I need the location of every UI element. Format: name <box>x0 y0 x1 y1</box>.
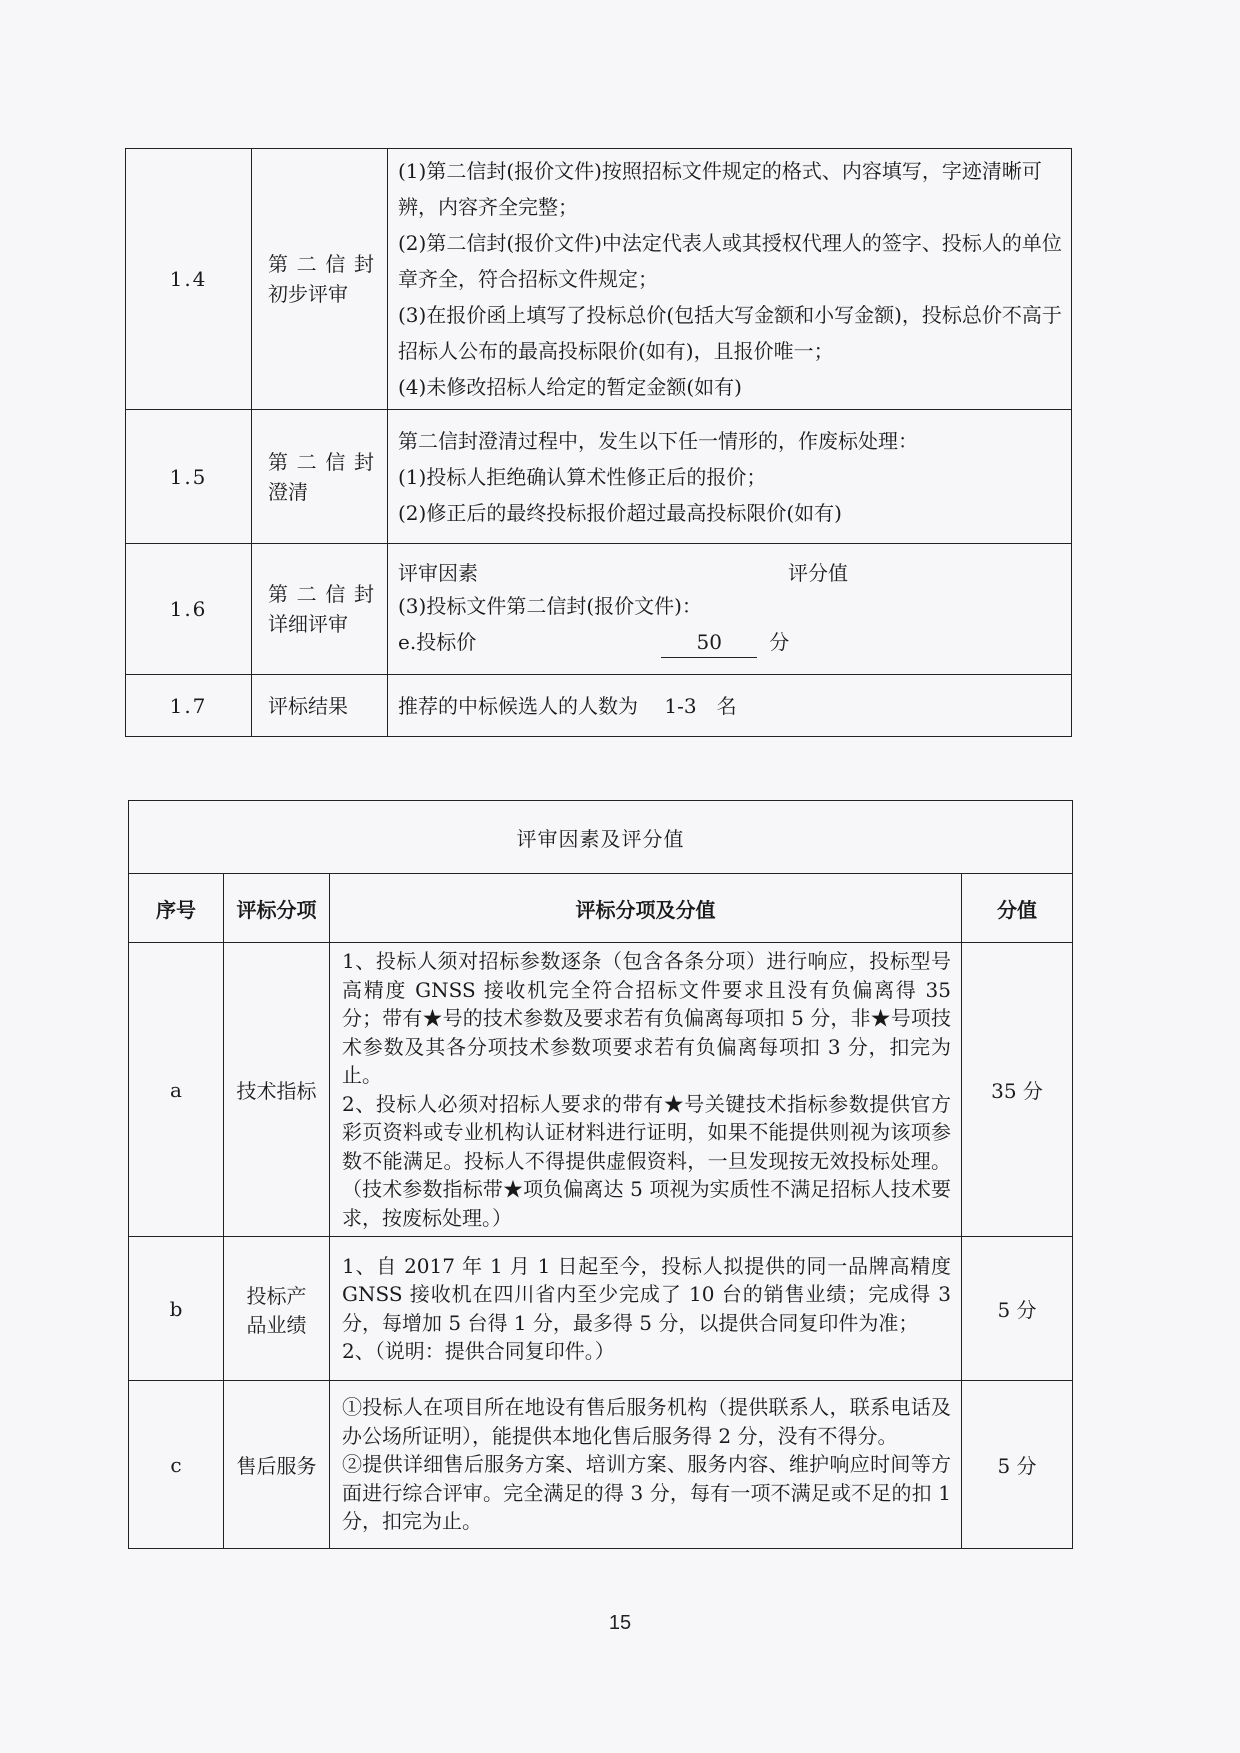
row-name: 第 二 信 封 澄清 <box>252 410 388 544</box>
table-row <box>129 1381 1073 1549</box>
row-name: 第 二 信 封 初步评审 <box>252 149 388 410</box>
row-name: 评标结果 <box>252 675 388 737</box>
score-header: 评审因素 评分值 <box>398 561 848 585</box>
table-row <box>129 943 1073 1237</box>
row-number: 1.5 <box>126 410 252 544</box>
row-name: 第 二 信 封 详细评审 <box>252 544 388 675</box>
row-id: b <box>129 1237 224 1381</box>
review-row <box>126 675 1072 737</box>
row-category: 售后服务 <box>224 1381 330 1549</box>
scoring-table-header <box>129 874 1073 943</box>
row-criteria: 1、自 2017 年 1 月 1 日起至今，投标人拟提供的同一品牌高精度 GNSS 接收机在四川省内至少完成了 10 台的销售业绩；完成得 3 分，每增加 5 台得 1 分，最多得 5 分，以提供合同复印件为准； 2、（说明：提供合同复印件。） <box>330 1237 962 1381</box>
row-criteria: ①投标人在项目所在地设有售后服务机构（提供联系人，联系电话及办公场所证明），能提供本地化售后服务得 2 分，没有不得分。 ②提供详细售后服务方案、培训方案、服务内容、维护响应时间等方面进行综合评审。完全满足的得 3 分，每有一项不满足或不足的扣 1 分，扣完为止。 <box>330 1381 962 1549</box>
row-number: 1.6 <box>126 544 252 675</box>
bid-price-value: 50 <box>661 627 757 658</box>
row-number: 1.4 <box>126 149 252 410</box>
row-description: (1)第二信封(报价文件)按照招标文件规定的格式、内容填写，字迹清晰可辨，内容齐全完整； (2)第二信封(报价文件)中法定代表人或其授权代理人的签字、投标人的单位章齐全，符合招标文件规定； (3)在报价函上填写了投标总价(包括大写金额和小写金额)，投标总价不高于招标人公布的最高投标限价(如有)，且报价唯一； (4)未修改招标人给定的暂定金额(如有) <box>388 149 1072 410</box>
header-cell: 分值 <box>962 874 1073 943</box>
header-cell: 评标分项及分值 <box>330 874 962 943</box>
row-number: 1.7 <box>126 675 252 737</box>
page-number: 15 <box>608 1612 632 1634</box>
row-id: c <box>129 1381 224 1549</box>
bid-price-line: e.投标价 50 分 <box>398 624 1063 660</box>
scoring-table-title: 评审因素及评分值 <box>129 801 1073 874</box>
row-description: 推荐的中标候选人的人数为 1-3 名 <box>388 675 1072 737</box>
row-description: 第二信封澄清过程中，发生以下任一情形的，作废标处理： (1)投标人拒绝确认算术性修正后的报价； (2)修正后的最终投标报价超过最高投标限价(如有) <box>388 410 1072 544</box>
row-category: 投标产品业绩 <box>224 1237 330 1381</box>
table-row <box>129 1237 1073 1381</box>
header-cell: 序号 <box>129 874 224 943</box>
header-cell: 评标分项 <box>224 874 330 943</box>
row-score: 5 分 <box>962 1237 1073 1381</box>
scoring-table <box>128 800 1073 1549</box>
row-score: 35 分 <box>962 943 1073 1237</box>
review-row <box>126 410 1072 544</box>
row-category: 技术指标 <box>224 943 330 1237</box>
row-description: 评审因素 评分值 (3)投标文件第二信封(报价文件)： e.投标价 50 分 <box>388 544 1072 675</box>
row-id: a <box>129 943 224 1237</box>
row-score: 5 分 <box>962 1381 1073 1549</box>
review-row <box>126 149 1072 410</box>
row-criteria: 1、投标人须对招标参数逐条（包含各条分项）进行响应，投标型号高精度 GNSS 接收机完全符合招标文件要求且没有负偏离得 35 分；带有★号的技术参数及要求若有负偏离每项扣 5 分，非★号项技术参数及其各分项技术参数项要求若有负偏离每项扣 3 分，扣完为止。 2、投标人必须对招标人要求的带有★号关键技术指标参数提供官方彩页资料或专业机构认证材料进行证明，如果不能提供则视为该项参数不能满足。投标人不得提供虚假资料，一旦发现按无效投标处理。（技术参数指标带★项负偏离达 5 项视为实质性不满足招标人技术要求，按废标处理。） <box>330 943 962 1237</box>
review-row <box>126 544 1072 675</box>
review-table <box>125 148 1072 737</box>
